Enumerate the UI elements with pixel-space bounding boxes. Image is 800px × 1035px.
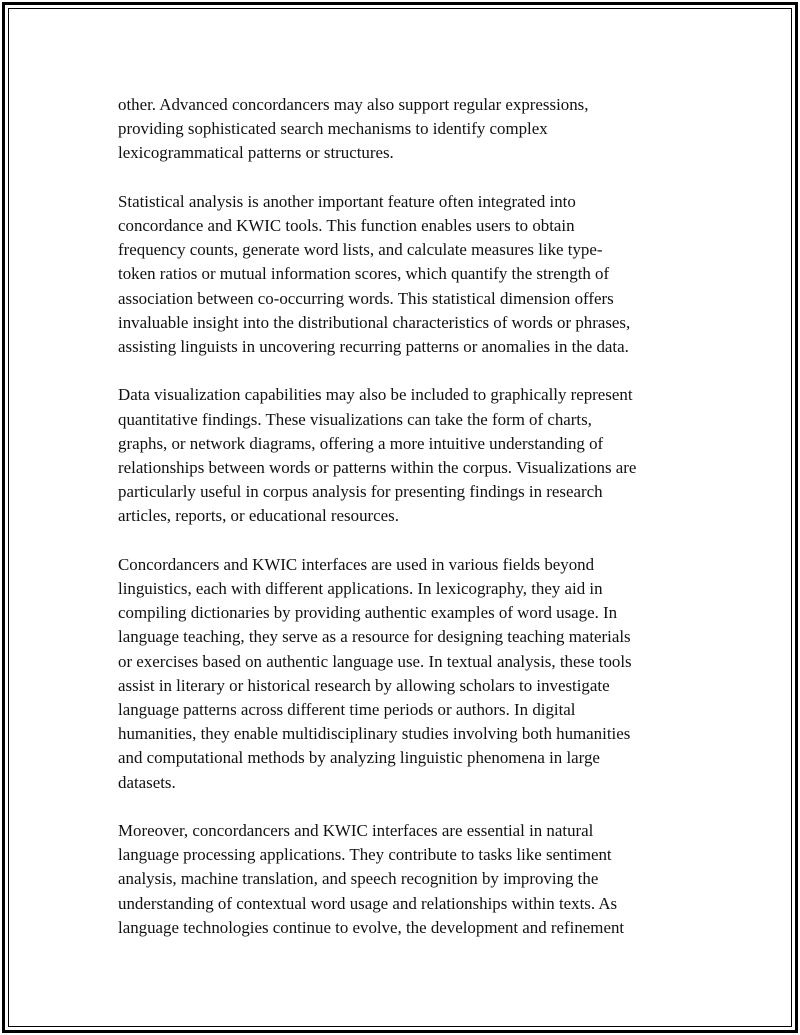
text-line: compiling dictionaries by providing authentic examples of word usage. In — [118, 603, 618, 623]
text-line: language teaching, they serve as a resource for designing teaching materials — [118, 627, 631, 647]
text-line: humanities, they enable multidisciplinary studies involving both humanities — [118, 724, 631, 744]
text-line: frequency counts, generate word lists, and calculate measures like type- — [118, 240, 603, 260]
text-line: lexicogrammatical patterns or structures. — [118, 143, 394, 163]
text-line: datasets. — [118, 772, 176, 792]
text-line: language technologies continue to evolve, the development and refinement — [118, 917, 625, 937]
text-line: quantitative findings. These visualizations can take the form of charts, — [118, 409, 592, 429]
text-line: invaluable insight into the distributional characteristics of words or phrases, — [118, 312, 631, 332]
text-line: language processing applications. They contribute to tasks like sentiment — [118, 845, 612, 865]
text-line: Concordancers and KWIC interfaces are used in various fields beyond — [118, 554, 595, 574]
text-line: providing sophisticated search mechanisms to identify complex — [118, 119, 548, 139]
text-line: or exercises based on authentic language use. In textual analysis, these tools — [118, 651, 632, 671]
text-line: graphs, or network diagrams, offering a more intuitive understanding of — [118, 433, 604, 453]
text-line: linguistics, each with different applications. In lexicography, they aid in — [118, 579, 603, 599]
text-line: Data visualization capabilities may also be included to graphically represent — [118, 385, 633, 405]
text-line: relationships between words or patterns within the corpus. Visualizations are — [118, 458, 637, 478]
paragraph-nlp-applications — [118, 819, 693, 940]
text-line: language patterns across different time periods or authors. In digital — [118, 700, 576, 720]
text-line: token ratios or mutual information scores, which quantify the strength of — [118, 264, 610, 284]
paragraph-data-visualization — [118, 383, 693, 528]
text-line: Statistical analysis is another important feature often integrated into — [118, 191, 576, 211]
text-line: understanding of contextual word usage and relationships within texts. As — [118, 893, 618, 913]
text-line: articles, reports, or educational resources. — [118, 506, 399, 526]
paragraph-fields-applications — [118, 553, 693, 795]
text-line: assisting linguists in uncovering recurring patterns or anomalies in the data. — [118, 337, 629, 357]
text-line: and computational methods by analyzing linguistic phenomena in large — [118, 748, 600, 768]
text-line: Moreover, concordancers and KWIC interfaces are essential in natural — [118, 821, 594, 841]
text-line: other. Advanced concordancers may also support regular expressions, — [118, 95, 589, 114]
text-line: particularly useful in corpus analysis for presenting findings in research — [118, 482, 603, 502]
text-line: analysis, machine translation, and speech recognition by improving the — [118, 869, 599, 889]
text-line: association between co-occurring words. This statistical dimension offers — [118, 288, 614, 308]
text-line: assist in literary or historical research by allowing scholars to investigate — [118, 675, 610, 695]
text-line: concordance and KWIC tools. This function enables users to obtain — [118, 216, 575, 235]
paragraph-statistical-analysis — [118, 190, 693, 359]
document-body — [118, 93, 693, 964]
paragraph-concordancer-search — [118, 93, 693, 166]
